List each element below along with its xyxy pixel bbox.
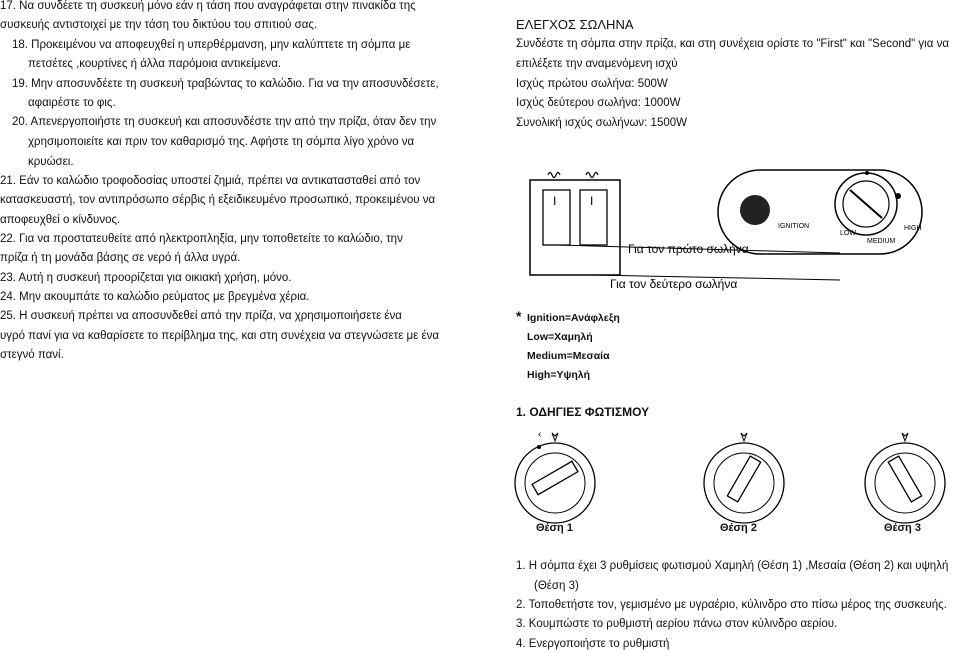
switch-first: [543, 190, 570, 245]
position-label-3: Θέση 3: [884, 522, 921, 534]
control-panel-diagram: [510, 150, 960, 300]
text-line: 20. Απενεργοποιήστε τη συσκευή και αποσυνδέστε την από την πρίζα, όταν δεν την: [12, 116, 437, 128]
text-line: κρυώσει.: [28, 156, 74, 168]
text-line: Συνολική ισχύς σωλήνων: 1500W: [516, 117, 687, 129]
switch-mark: I: [590, 194, 594, 208]
text-line: υγρό πανί για να καθαρίσετε το περίβλημα της, και στη συνέχεια να στεγνώσετε με ένα: [0, 330, 440, 342]
legend-item: Ignition=Ανάφλεξη: [527, 312, 620, 324]
dial-label-low: LOW: [840, 230, 856, 237]
text-line: 22. Για να προστατευθείτε από ηλεκτροπληξία, μην τοποθετείτε το καλώδιο, την: [0, 233, 403, 245]
legend-item: Low=Χαμηλή: [527, 331, 593, 343]
text-line: στεγνό πανί.: [0, 349, 64, 361]
position-label-1: Θέση 1: [536, 522, 573, 534]
text-line: πετσέτες ,κουρτίνες ή άλλα παρόμοια αντικείμενα.: [28, 58, 282, 70]
safety-instructions: [0, 0, 470, 380]
knob-positions-diagram: [505, 425, 960, 530]
text-line: 23. Αυτή η συσκευή προορίζεται για οικιακή χρήση, μόνο.: [0, 272, 292, 284]
section-title: ΕΛΕΓΧΟΣ ΣΩΛΗΝΑ: [516, 17, 634, 32]
text-line: αποφευχθεί ο κίνδυνος.: [0, 214, 121, 226]
text-line: Ισχύς δεύτερου σωλήνα: 1000W: [516, 97, 681, 109]
dial-hole: [740, 195, 770, 225]
callout-second: Για τον δεύτερο σωλήνα: [610, 277, 738, 291]
text-line: 21. Εάν το καλώδιο τροφοδοσίας υποστεί ζημιά, πρέπει να αντικατασταθεί από τον: [0, 175, 421, 187]
instruction-line: 2. Τοποθετήστε τον, γεμισμένο με υγραέριο, κύλινδρο στο πίσω μέρος της συσκευής.: [516, 599, 947, 611]
text-line: πρίζα ή τη μονάδα βάσης σε νερό ή άλλα υγρά.: [0, 252, 241, 264]
text-line: 18. Προκειμένου να αποφευχθεί η υπερθέρμανση, μην καλύπτετε τη σόμπα με: [12, 39, 411, 51]
knob-position-2: [704, 433, 784, 523]
instruction-line: 3. Κουμπώστε το ρυθμιστή αερίου πάνω στον κύλινδρο αερίου.: [516, 618, 838, 630]
text-line: επιλέξετε την αναμενόμενη ισχύ: [516, 58, 678, 70]
heat-symbol-icon: [548, 173, 598, 178]
dial-label-medium: MEDIUM: [867, 238, 896, 245]
text-line: χρησιμοποιείτε και πριν τον καθαρισμό της. Αφήστε τη σόμπα λίγο χρόνο να: [28, 136, 415, 148]
instruction-line: 4. Ενεργοποιήστε το ρυθμιστή: [516, 638, 670, 650]
dial-label-ignition: IGNITION: [778, 223, 810, 230]
lighting-title: 1. ΟΔΗΓΙΕΣ ΦΩΤΙΣΜΟΥ: [516, 405, 650, 419]
dial-label-high: HIGH: [904, 225, 922, 232]
legend-item: High=Υψηλή: [527, 369, 591, 381]
instruction-line: 1. Η σόμπα έχει 3 ρυθμίσεις φωτισμού Χαμηλή (Θέση 1) ,Μεσαία (Θέση 2) και υψηλή: [516, 560, 949, 572]
callout-first: Για τον πρώτο σωλήνα: [628, 242, 749, 256]
knob-position-3: [865, 433, 945, 523]
knob-position-1: [515, 429, 595, 523]
text-line: Συνδέστε τη σόμπα στην πρίζα, και στη συνέχεια ορίστε το "First" και "Second" για να: [516, 38, 949, 50]
text-line: 17. Να συνδέετε τη συσκευή μόνο εάν η τάση που αναγράφεται στην πινακίδα της: [0, 0, 416, 12]
text-line: 25. Η συσκευή πρέπει να αποσυνδεθεί από την πρίζα, να χρησιμοποιήσετε ένα: [0, 310, 402, 322]
legend-asterisk: *: [516, 308, 522, 324]
text-line: Ισχύς πρώτου σωλήνα: 500W: [516, 78, 668, 90]
text-line: 19. Μην αποσυνδέετε τη συσκευή τραβώντας το καλώδιο. Για να την αποσυνδέσετε,: [12, 78, 439, 90]
text-line: 24. Μην ακουμπάτε το καλώδιο ρεύματος με βρεγμένα χέρια.: [0, 291, 310, 303]
instruction-line: (Θέση 3): [534, 580, 579, 592]
text-line: συσκευής αντιστοιχεί με την τάση του δικτύου του σπιτιού σας.: [0, 19, 318, 31]
text-line: αφαιρέστε το φις.: [28, 97, 116, 109]
flame-icon: ‹: [538, 429, 542, 440]
switch-second: [580, 190, 607, 245]
legend-item: Medium=Μεσαία: [527, 350, 610, 362]
position-label-2: Θέση 2: [720, 522, 757, 534]
text-line: κατασκευαστή, τον αντιπρόσωπο σέρβις ή εξειδικευμένο προσωπικό, προκειμένου να: [0, 194, 436, 206]
switch-mark: I: [553, 194, 557, 208]
